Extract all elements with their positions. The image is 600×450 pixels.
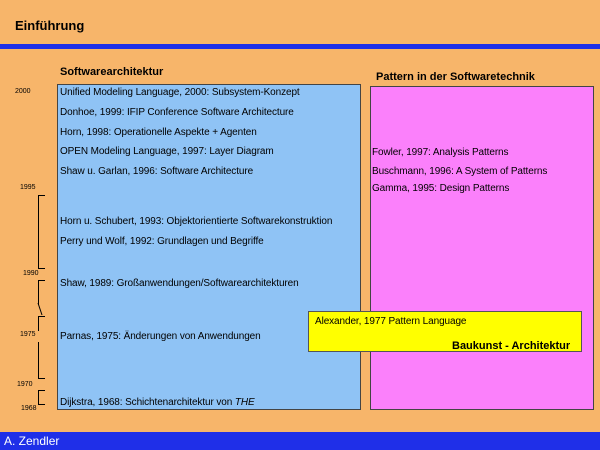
list-item: OPEN Modeling Language, 1997: Layer Diagram: [60, 146, 274, 157]
list-item: Gamma, 1995: Design Patterns: [372, 183, 510, 194]
year-label: 1968: [21, 405, 37, 412]
list-item: Parnas, 1975: Änderungen von Anwendungen: [60, 331, 261, 342]
timeline-bracket: [38, 342, 45, 379]
list-item-text: Dijkstra, 1968: Schichtenarchitektur von: [60, 397, 235, 408]
list-item: Donhoe, 1999: IFIP Conference Software Architecture: [60, 107, 294, 118]
timeline-bracket: [38, 316, 45, 331]
list-item: Fowler, 1997: Analysis Patterns: [372, 147, 509, 158]
list-item: Buschmann, 1996: A System of Patterns: [372, 166, 548, 177]
list-item: Shaw u. Garlan, 1996: Software Architecture: [60, 166, 254, 177]
year-label: 1990: [23, 270, 39, 277]
list-item: Unified Modeling Language, 2000: Subsystem-Konzept: [60, 87, 300, 98]
architecture-caption: Baukunst - Architektur: [452, 340, 571, 352]
software-architecture-heading: Softwarearchitektur: [60, 66, 164, 78]
list-item-emphasis: THE: [234, 397, 255, 408]
list-item: Perry und Wolf, 1992: Grundlagen und Begriffe: [60, 236, 264, 247]
timeline-bracket: [38, 390, 45, 405]
timeline-break: [34, 302, 46, 316]
list-item: Alexander, 1977 Pattern Language: [315, 316, 467, 327]
footer-bar: [0, 432, 600, 450]
patterns-box: [370, 86, 594, 410]
year-label: 1970: [17, 381, 33, 388]
year-label: 1995: [20, 184, 36, 191]
list-item: [60, 397, 255, 408]
footer-author: A. Zendler: [4, 434, 60, 448]
list-item: Horn, 1998: Operationelle Aspekte + Agenten: [60, 127, 257, 138]
timeline-bracket: [38, 195, 45, 269]
header-divider: [0, 44, 600, 49]
page-title: Einführung: [15, 18, 85, 33]
patterns-heading: Pattern in der Softwaretechnik: [376, 71, 535, 83]
list-item: Shaw, 1989: Großanwendungen/Softwarearchitekturen: [60, 278, 299, 289]
year-label: 1975: [20, 331, 36, 338]
list-item: Horn u. Schubert, 1993: Objektorientierte Softwarekonstruktion: [60, 216, 333, 227]
year-label: 2000: [15, 88, 31, 95]
